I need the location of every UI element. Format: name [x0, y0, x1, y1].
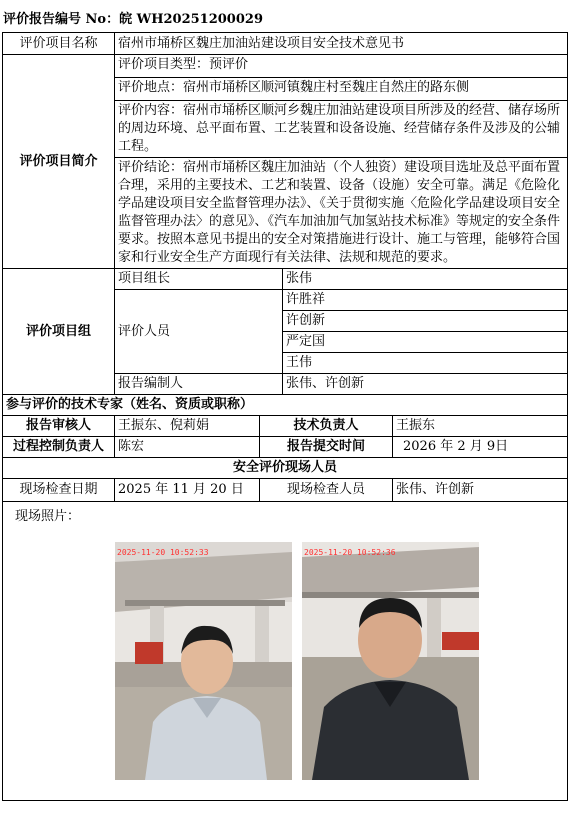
site-photo-1: [115, 542, 292, 780]
reviewer: 王振东、倪莉娟: [115, 416, 260, 437]
report-number: 评价报告编号 No：皖 WH20251200029: [3, 12, 263, 27]
site-people: 张伟、许创新: [393, 479, 568, 502]
evaluator-3: 严定国: [283, 332, 568, 353]
tech-lead-label: 技术负责人: [260, 416, 393, 437]
submit-label: 报告提交时间: [260, 437, 393, 458]
site-people-label: 现场检查人员: [260, 479, 393, 502]
leader-label: 项目组长: [115, 269, 283, 290]
submit-date: 2026 年 2 月 9日: [393, 437, 568, 458]
site-date-label: 现场检查日期: [3, 479, 115, 502]
evaluator-4: 王伟: [283, 353, 568, 374]
intro-location: 评价地点：宿州市埇桥区顺河镇魏庄村至魏庄自然庄的路东侧: [115, 78, 568, 101]
report-writer-label: 报告编制人: [115, 374, 283, 395]
evaluator-2: 许创新: [283, 311, 568, 332]
project-name: 宿州市埇桥区魏庄加油站建设项目安全技术意见书: [115, 33, 568, 55]
site-date: 2025 年 11 月 20 日: [115, 479, 260, 502]
site-staff-title: 安全评价现场人员: [3, 458, 568, 479]
report-writer: 张伟、许创新: [283, 374, 568, 395]
photos-label: 现场照片：: [15, 509, 81, 524]
photo-1-timestamp: 2025-11-20 10:52:33: [117, 548, 209, 557]
reviewer-label: 报告审核人: [3, 416, 115, 437]
intro-label: 评价项目简介: [3, 55, 115, 269]
site-photos-cell: [3, 502, 568, 801]
leader-name: 张伟: [283, 269, 568, 290]
tech-lead: 王振东: [393, 416, 568, 437]
photo-2-timestamp: 2025-11-20 10:52:36: [304, 548, 396, 557]
evaluator-1: 许胜祥: [283, 290, 568, 311]
intro-content: 评价内容：宿州市埇桥区顺河乡魏庄加油站建设项目所涉及的经营、储存场所的周边环境、总平面布置、工艺装置和设备设施、经营储存条件及涉及的公辅工程。: [115, 101, 568, 158]
project-name-label: 评价项目名称: [3, 33, 115, 55]
team-label: 评价项目组: [3, 269, 115, 395]
site-photo-2: [302, 542, 479, 780]
intro-conclusion: 评价结论：宿州市埇桥区魏庄加油站（个人独资）建设项目选址及总平面布置合理，采用的主要技术、工艺和装置、设备（设施）安全可靠。满足《危险化学品建设项目安全监督管理办法》、《关于贯彻实施〈危险化学品建设项目安全监督管理办法〉的意见》、《汽车加油加气加氢站技术标准》等规定的安全条件要求。按照本意见书提出的安全对策措施进行设计、施工与管理，能够符合国家和行业安全生产方面现行有关法律、法规和规范的要求。: [115, 158, 568, 269]
evaluators-label: 评价人员: [115, 290, 283, 374]
process-label: 过程控制负责人: [3, 437, 115, 458]
experts-label: 参与评价的技术专家（姓名、资质或职称）: [3, 395, 568, 416]
intro-type: 评价项目类型：预评价: [115, 55, 568, 78]
evaluation-info-table: [2, 32, 568, 801]
process-owner: 陈宏: [115, 437, 260, 458]
